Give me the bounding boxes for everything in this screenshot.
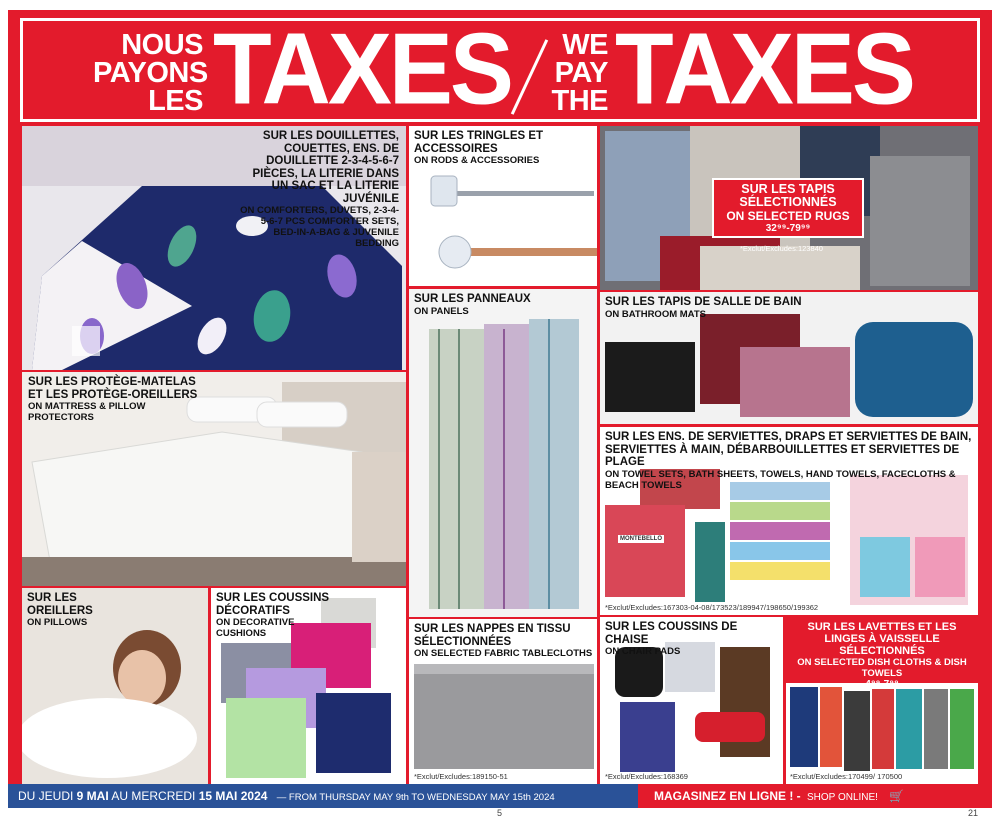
towels-tag-label: MONTEBELLO xyxy=(620,536,662,542)
panel-towels[interactable] xyxy=(600,427,978,615)
panel-duvets[interactable] xyxy=(22,126,406,370)
footer-dates xyxy=(8,784,648,808)
site-link[interactable]: WWW.ROSSY.CA xyxy=(642,815,740,826)
dishcloths-image xyxy=(786,683,978,784)
banner-fr-small xyxy=(93,29,208,117)
panel-cushions[interactable] xyxy=(211,588,406,784)
tablecloths-fr: SUR LES NAPPES EN TISSU SÉLECTIONNÉES xyxy=(414,623,571,648)
panel-rods[interactable] xyxy=(409,126,597,286)
duvets-caption xyxy=(237,130,399,249)
protectors-fr: SUR LES PROTÈGE-MATELAS ET LES PROTÈGE-OREILLERS xyxy=(28,376,198,401)
cart-icon: 🛒 xyxy=(889,789,905,803)
panel-curtains[interactable] xyxy=(409,289,597,617)
dates-fr-3: AU MERCREDI xyxy=(108,789,199,803)
cushions-en: ON DECORATIVE CUSHIONS xyxy=(216,617,295,639)
curtains-image xyxy=(409,289,597,617)
rods-fr: SUR LES TRINGLES ET ACCESSOIRES xyxy=(414,130,544,155)
tablecloths-caption xyxy=(414,623,594,659)
page-number-right: 21 xyxy=(968,808,979,818)
cushions-fr: SUR LES COUSSINS DÉCORATIFS xyxy=(216,592,330,617)
banner-word: PAY xyxy=(554,57,608,89)
panel-protectors[interactable] xyxy=(22,372,406,586)
rugs-exclusions: *Exclut/Excludes:123840 xyxy=(740,244,823,253)
banner-word: THE xyxy=(551,85,608,117)
panel-bathmats[interactable] xyxy=(600,292,978,424)
shop-fr: MAGASINEZ EN LIGNE ! - xyxy=(654,789,801,803)
panel-tablecloths[interactable] xyxy=(409,619,597,784)
dishcloths-fr: SUR LES LAVETTES ET LES LINGES À VAISSELLE SÉLECTIONNÉS xyxy=(807,621,957,657)
tablecloths-exclusions: *Exclut/Excludes:189150-51 xyxy=(414,772,508,781)
protectors-caption xyxy=(28,376,208,423)
towels-exclusions: *Exclut/Excludes:167303-04-08/173523/189947/198650/199362 xyxy=(605,603,819,612)
chairpads-en: ON CHAIR PADS xyxy=(605,646,681,657)
panel-rugs[interactable] xyxy=(600,126,978,290)
towels-caption xyxy=(605,431,977,491)
panel-pillows[interactable] xyxy=(22,588,208,784)
dishcloths-caption xyxy=(790,621,974,691)
shop-en: SHOP ONLINE! xyxy=(807,792,878,803)
rods-caption xyxy=(414,130,594,166)
pillows-en: ON PILLOWS xyxy=(27,617,88,628)
rugs-price-box xyxy=(712,178,864,238)
panel-dishcloths[interactable] xyxy=(786,617,978,784)
rods-en: ON RODS & ACCESSORIES xyxy=(414,155,540,166)
tablecloths-en: ON SELECTED FABRIC TABLECLOTHS xyxy=(414,648,593,659)
pillows-fr: SUR LES OREILLERS xyxy=(27,592,93,617)
banner-word: WE xyxy=(562,29,608,61)
bathmats-caption xyxy=(605,296,865,320)
banner xyxy=(20,13,980,126)
chairpads-fr: SUR LES COUSSINS DE CHAISE xyxy=(605,621,738,646)
rugs-en: ON SELECTED RUGS xyxy=(726,209,850,223)
bathmats-en: ON BATHROOM MATS xyxy=(605,308,706,320)
rugs-fr: SUR LES TAPIS SÉLECTIONNÉS xyxy=(739,182,837,209)
dishcloths-exclusions: *Exclut/Excludes:170499/ 170500 xyxy=(790,772,903,781)
dates-fr-4: 15 MAI 2024 xyxy=(198,789,268,803)
banner-en-taxes: TAXES xyxy=(615,13,913,126)
banner-word: PAYONS xyxy=(93,57,208,89)
dishcloths-image-area xyxy=(786,683,978,784)
dates-en: — FROM THURSDAY MAY 9th TO WEDNESDAY MAY 15th 2024 xyxy=(276,792,555,803)
towels-en: ON TOWEL SETS, BATH SHEETS, TOWELS, HAND TOWELS, FACECLOTHS & BEACH TOWELS xyxy=(605,468,956,491)
banner-en-small xyxy=(543,31,608,115)
banner-word: NOUS xyxy=(121,29,203,61)
towels-fr: SUR LES ENS. DE SERVIETTES, DRAPS ET SERVIETTES DE BAIN, SERVIETTES À MAIN, DÉBARBOUILLETTES ET SERVIETTES DE PLAGE xyxy=(605,431,972,468)
curtains-fr: SUR LES PANNEAUX xyxy=(414,293,531,305)
bathmats-fr: SUR LES TAPIS DE SALLE DE BAIN xyxy=(605,296,802,308)
page-number-left: 5 xyxy=(497,808,503,818)
duvets-en: ON COMFORTERS, DUVETS, 2-3-4-5-6-7 PCS COMFORTER SETS, BED-IN-A-BAG & JUVENILE BEDDING xyxy=(240,205,399,249)
rugs-price: 32⁹⁹-79⁹⁹ xyxy=(765,223,811,234)
chairpads-caption xyxy=(605,621,780,657)
chairpads-exclusions: *Exclut/Excludes:168369 xyxy=(605,772,688,781)
dates-fr-1: DU JEUDI xyxy=(18,789,77,803)
pillows-caption xyxy=(27,592,117,628)
banner-word: LES xyxy=(148,85,203,117)
duvets-fr: SUR LES DOUILLETTES, COUETTES, ENS. DE DOUILLETTE 2-3-4-5-6-7 PIÈCES, LA LITERIE DANS UN SAC ET LA LITERIE JUVÉNILE xyxy=(252,130,399,205)
panel-chairpads[interactable] xyxy=(600,617,783,784)
dates-fr-2: 9 MAI xyxy=(76,789,109,803)
banner-fr-taxes: TAXES xyxy=(213,13,511,126)
cushions-caption xyxy=(216,592,346,639)
dishcloths-en: ON SELECTED DISH CLOTHS & DISH TOWELS xyxy=(797,657,967,679)
protectors-en: ON MATTRESS & PILLOW PROTECTORS xyxy=(28,401,146,423)
curtains-caption xyxy=(414,293,594,317)
curtains-en: ON PANELS xyxy=(414,305,469,317)
